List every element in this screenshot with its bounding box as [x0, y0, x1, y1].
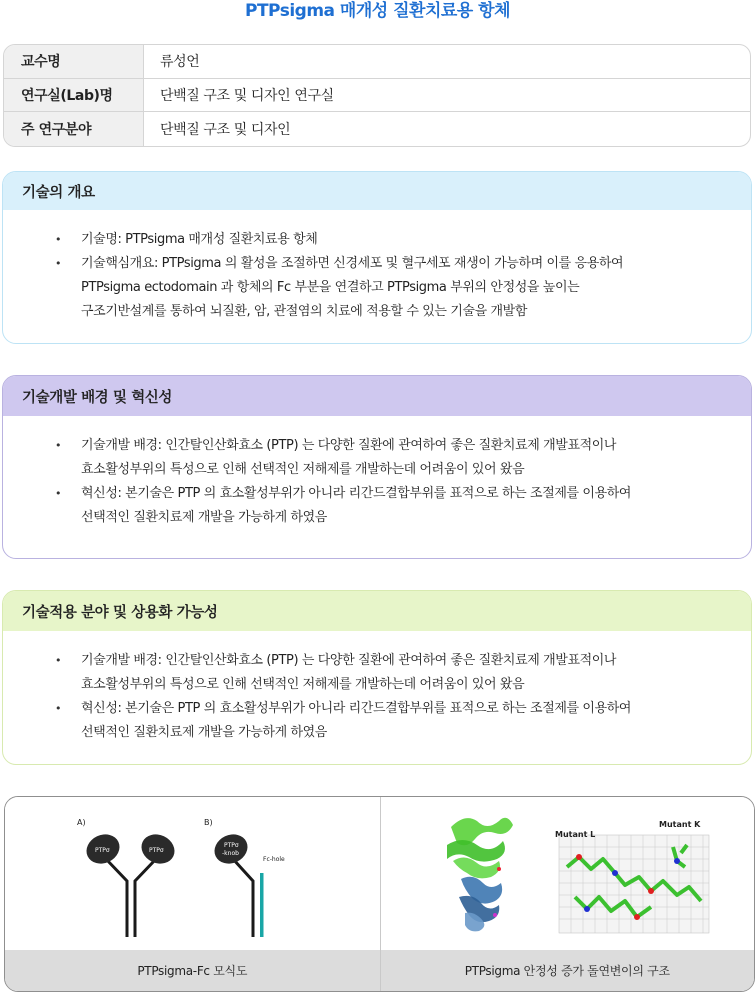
knob-label-1: PTPσ [224, 842, 239, 849]
bullet-line: 구조기반설계를 통하여 뇌질환, 암, 관절염의 치료에 적용할 수 있는 기술을 개발함 [81, 304, 528, 319]
fc-hole-label: Fc-hole [263, 856, 285, 863]
info-row-professor [4, 45, 750, 79]
ptpsigma-knob-hole [210, 829, 285, 937]
info-value: 류성언 [160, 54, 200, 71]
section-heading: 기술개발 배경 및 혁신성 [3, 376, 751, 416]
section-heading: 기술의 개요 [3, 172, 751, 210]
fc-schematic-image [5, 797, 380, 951]
section-body [3, 416, 751, 530]
bullet-line: • 기술명: PTPsigma 매개성 질환치료용 항체 [81, 232, 318, 247]
section-application [2, 590, 752, 765]
knob-label-2: -knob [222, 850, 239, 857]
bullet-line: • 혁신성: 본기술은 PTP 의 효소활성부위가 아니라 리간드결합부위를 표적으로 하는 조절제를 이용하여 [81, 486, 632, 501]
bullet-line: • 기술개발 배경: 인간탈인산화효소 (PTP) 는 다양한 질환에 관여하여 좋은 질환치료제 개발표적이나 [81, 438, 617, 453]
bullet-line: 효소활성부위의 특성으로 인해 선택적인 저해제를 개발하는데 어려움이 있어 왔음 [81, 462, 525, 477]
info-row-lab [4, 79, 750, 113]
info-key: 주 연구분야 [4, 112, 144, 146]
info-row-field [4, 112, 750, 146]
info-key: 교수명 [4, 45, 144, 78]
domain-label-left: PTPσ [95, 847, 110, 854]
bullet-item [55, 252, 751, 324]
bullet-line: 선택적인 질환치료제 개발을 가능하게 하였음 [81, 510, 327, 525]
bullet-item [55, 434, 751, 482]
bullet-item [55, 649, 751, 697]
section-overview [2, 171, 752, 344]
section-body [3, 631, 751, 745]
bullet-line: PTPsigma ectodomain 과 항체의 Fc 부분을 연결하고 PTPsigma 부위의 안정성을 높이는 [81, 280, 580, 295]
figure-fc-schematic [5, 797, 380, 991]
section-background-innovation [2, 375, 752, 559]
mutant-l-label: Mutant L [554, 830, 595, 839]
bullet-line: • 기술핵심개요: PTPsigma 의 활성을 조절하면 신경세포 및 혈구세포 재생이 가능하며 이를 응용하여 [81, 256, 624, 271]
bullet-line: • 혁신성: 본기술은 PTP 의 효소활성부위가 아니라 리간드결합부위를 표적으로 하는 조절제를 이용하여 [81, 701, 632, 716]
bullet-line: • 기술개발 배경: 인간탈인산화효소 (PTP) 는 다양한 질환에 관여하여 좋은 질환치료제 개발표적이나 [81, 653, 617, 668]
info-value: 단백질 구조 및 디자인 [160, 121, 291, 138]
bullet-line: 효소활성부위의 특성으로 인해 선택적인 저해제를 개발하는데 어려움이 있어 왔음 [81, 677, 525, 692]
section-heading: 기술적용 분야 및 상용화 가능성 [3, 591, 751, 631]
density-mesh [559, 835, 709, 933]
bullet-item [55, 228, 751, 252]
bullet-line: 선택적인 질환치료제 개발을 가능하게 하였음 [81, 725, 327, 740]
mutant-structure-image [381, 797, 755, 951]
domain-label-right: PTPσ [149, 847, 164, 854]
ptpsigma-fc-dimer [82, 829, 180, 937]
figure-panel [4, 796, 755, 992]
panel-b-label: B) [204, 818, 213, 827]
protein-ribbon [447, 818, 513, 932]
figure-caption: PTPsigma 안정성 증가 돌연변이의 구조 [381, 950, 755, 991]
panel-a-label: A) [77, 818, 86, 827]
mutant-k-label: Mutant K [658, 820, 700, 829]
figure-caption: PTPsigma-Fc 모식도 [5, 950, 380, 991]
info-key: 연구실(Lab)명 [4, 79, 144, 112]
page-title: PTPsigma 매개성 질환치료용 항체 [245, 1, 510, 21]
info-table [3, 44, 751, 147]
bullet-item [55, 482, 751, 530]
figure-mutant-structure [380, 797, 755, 991]
bullet-item [55, 697, 751, 745]
section-body [3, 210, 751, 324]
info-value: 단백질 구조 및 디자인 연구실 [160, 87, 334, 104]
